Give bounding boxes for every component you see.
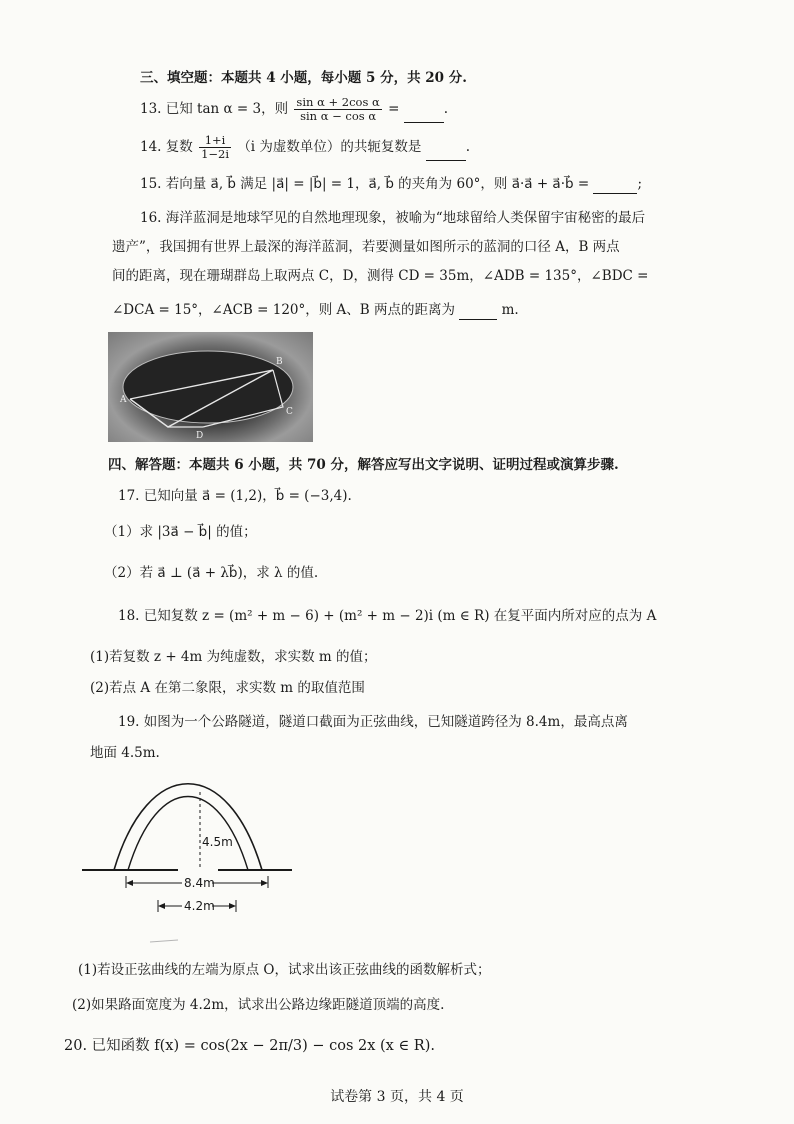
- tunnel-diagram: [78, 760, 298, 950]
- tunnel-road-label: 4.2m: [184, 899, 215, 913]
- q14-answer-blank[interactable]: [426, 146, 466, 161]
- section-4-heading: 四、解答题：本题共 6 小题，共 70 分，解答应写出文字说明、证明过程或演算步骤.: [108, 457, 619, 473]
- q13-answer-blank[interactable]: [404, 108, 444, 123]
- q17-part-2: （2）若 a⃗ ⊥ (a⃗ + λb⃗)，求 λ 的值.: [104, 565, 319, 581]
- q17-part-1: （1）求 |3a⃗ − b⃗| 的值；: [104, 524, 257, 540]
- blue-hole-sketch: [108, 332, 313, 442]
- q14-numerator: 1+i: [199, 134, 231, 148]
- q13-suffix: =: [388, 101, 400, 117]
- q15-answer-blank[interactable]: [593, 179, 637, 194]
- q16-unit: m.: [501, 302, 519, 318]
- question-14: 14. 复数 $\frac{1+i}{1-2i}$ （i 为虚数单位）的共轭复数是 .: [140, 133, 471, 161]
- question-13: 13. 已知 tan α = 3，则 $\frac{\text{sin α + 2cos α}}{\text{sin α − cos α}}$ = .: [140, 95, 448, 123]
- photo-label-a: A: [120, 395, 127, 405]
- q15-text: 15. 若向量 a⃗, b⃗ 满足 |a⃗| = |b⃗| = 1，a⃗, b⃗ 的夹角为 60°，则 a⃗·a⃗ + a⃗·b⃗ =: [140, 176, 590, 192]
- q16-line-4-text: ∠DCA = 15°，∠ACB = 120°，则 A、B 两点的距离为: [112, 302, 456, 318]
- q19-line-2: 地面 4.5m.: [90, 745, 160, 761]
- q14-prefix: 14. 复数: [140, 139, 193, 155]
- q13-numerator: sin α + 2cos α: [296, 95, 380, 109]
- q13-fraction: [294, 96, 381, 123]
- q16-answer-blank[interactable]: [459, 305, 497, 320]
- q17-stem: 17. 已知向量 a⃗ = (1,2)，b⃗ = (−3,4).: [118, 488, 352, 504]
- blue-hole-photo: [108, 332, 313, 442]
- q19-line-1: 19. 如图为一个公路隧道，隧道口截面为正弦曲线，已知隧道跨径为 8.4m，最高点离: [118, 714, 628, 730]
- tunnel-height-label: 4.5m: [202, 835, 233, 849]
- tunnel-svg: [78, 760, 298, 950]
- q16-line-4: [112, 300, 519, 320]
- q16-line-3: 间的距离，现在珊瑚群岛上取两点 C，D，测得 CD = 35m，∠ADB = 135°，∠BDC =: [112, 268, 649, 284]
- q14-fraction: [199, 134, 231, 161]
- q20-text: 20. 已知函数 f(x) = cos(2x − 2π/3) − cos 2x (x ∈ R).: [64, 1038, 435, 1054]
- photo-label-b: B: [276, 357, 283, 367]
- q18-stem: 18. 已知复数 z = (m² + m − 6) + (m² + m − 2)i (m ∈ R) 在复平面内所对应的点为 A: [118, 608, 657, 624]
- q16-line-2: 遗产”，我国拥有世界上最深的海洋蓝洞，若要测量如图所示的蓝洞的口径 A，B 两点: [112, 239, 620, 255]
- q13-denominator: sin α − cos α: [300, 109, 377, 123]
- question-15: 15. 若向量 a⃗, b⃗ 满足 |a⃗| = |b⃗| = 1，a⃗, b⃗ 的夹角为 60°，则 a⃗·a⃗ + a⃗·b⃗ = ;: [140, 176, 643, 192]
- q18-part-1: (1)若复数 z + 4m 为纯虚数，求实数 m 的值；: [90, 649, 377, 665]
- q14-suffix: （i 为虚数单位）的共轭复数是: [237, 139, 422, 155]
- page-footer: 试卷第 3 页，共 4 页: [330, 1089, 464, 1105]
- q14-denominator: 1−2i: [201, 147, 230, 161]
- photo-label-c: C: [286, 407, 293, 417]
- photo-label-d: D: [196, 431, 204, 441]
- tunnel-span-label: 8.4m: [184, 876, 215, 890]
- q16-line-1: 16. 海洋蓝洞是地球罕见的自然地理现象，被喻为“地球留给人类保留宇宙秘密的最后: [140, 210, 646, 226]
- q18-part-2: (2)若点 A 在第二象限，求实数 m 的取值范围: [90, 680, 365, 696]
- q13-prefix: 13. 已知 tan α = 3，则: [140, 101, 289, 117]
- section-3-heading: 三、填空题：本题共 4 小题，每小题 5 分，共 20 分.: [140, 70, 467, 86]
- q19-part-1: (1)若设正弦曲线的左端为原点 O，试求出该正弦曲线的函数解析式；: [78, 962, 491, 978]
- q19-part-2: (2)如果路面宽度为 4.2m，试求出公路边缘距隧道顶端的高度.: [72, 997, 445, 1013]
